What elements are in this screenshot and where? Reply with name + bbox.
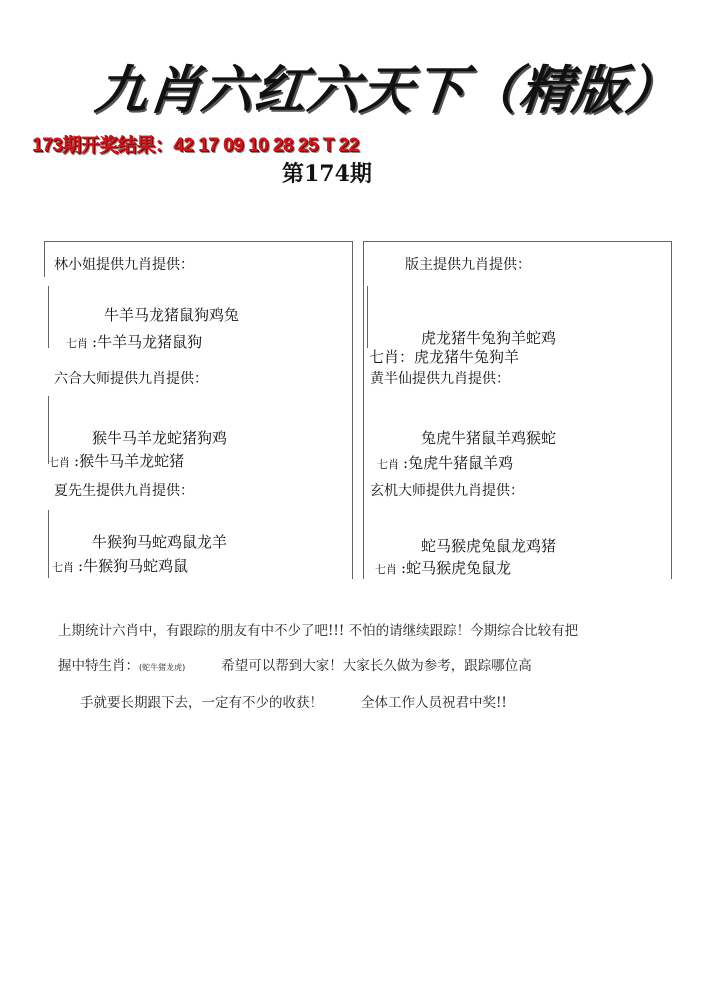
frame-top-right bbox=[363, 241, 671, 242]
panel-nine-admin: 虎龙猪牛兔狗羊蛇鸡 bbox=[421, 329, 557, 347]
frame-left-seg-1 bbox=[48, 286, 49, 348]
seven-sep: : bbox=[78, 557, 84, 575]
seven-value: 牛猴狗马蛇鸡鼠 bbox=[83, 557, 189, 575]
frame-top-left bbox=[44, 241, 352, 242]
panel-heading-lin: 林小姐提供九肖提供： bbox=[54, 257, 194, 273]
panel-nine-xia: 牛猴狗马蛇鸡鼠龙羊 bbox=[92, 533, 228, 551]
page-title: 九肖六红六天下（精版） bbox=[92, 61, 682, 121]
panel-seven-row-admin bbox=[369, 346, 519, 367]
seven-sep: : bbox=[74, 452, 80, 470]
footer-line-3-lead: 手就要长期跟下去，一定有不少的收获！ bbox=[80, 695, 323, 711]
frame-right-inner bbox=[363, 241, 364, 579]
footer-line-2-lead: 握中特生肖： bbox=[58, 658, 139, 674]
footer-line-2-tail: 希望可以帮到大家！大家长久做为参考，跟踪哪位高 bbox=[221, 658, 532, 674]
seven-sep: : bbox=[92, 333, 98, 351]
seven-sep: ： bbox=[399, 348, 415, 366]
panel-heading-admin: 版主提供九肖提供： bbox=[405, 257, 531, 273]
panel-seven-row-xia bbox=[52, 555, 188, 576]
panel-nine-xuanji: 蛇马猴虎兔鼠龙鸡猪 bbox=[421, 537, 557, 555]
frame-left-seg-3 bbox=[48, 510, 49, 578]
seven-value: 虎龙猪牛兔狗羊 bbox=[414, 348, 520, 366]
issue-number: 第174期 bbox=[282, 161, 372, 187]
footer-line-1: 上期统计六肖中，有跟踪的朋友有中不少了吧!!! 不怕的请继续跟踪！今期综合比较有把 bbox=[58, 623, 579, 639]
seven-label: 七肖 bbox=[369, 348, 400, 366]
frame-left-inner bbox=[352, 241, 353, 579]
footer-line-2-note: (蛇牛猪龙虎) bbox=[139, 663, 186, 672]
seven-sep: : bbox=[403, 454, 409, 472]
footer-line-3-tail: 全体工作人员祝君中奖!! bbox=[361, 695, 507, 711]
seven-label: 七肖 bbox=[66, 337, 88, 350]
panel-heading-liuhe: 六合大师提供九肖提供： bbox=[54, 371, 208, 387]
panel-nine-huang: 兔虎牛猪鼠羊鸡猴蛇 bbox=[421, 429, 557, 447]
panel-seven-row-xuanji bbox=[375, 557, 511, 578]
frame-right-outer bbox=[671, 241, 672, 579]
footer-line-3 bbox=[80, 691, 507, 711]
panel-nine-lin: 牛羊马龙猪鼠狗鸡兔 bbox=[104, 306, 240, 324]
panel-seven-row-lin bbox=[66, 331, 202, 352]
draw-result: 173期开奖结果：42 17 09 10 28 25 T 22 bbox=[32, 135, 359, 156]
seven-value: 蛇马猴虎兔鼠龙 bbox=[406, 559, 512, 577]
seven-value: 牛羊马龙猪鼠狗 bbox=[97, 333, 203, 351]
frame-left-outer bbox=[44, 241, 45, 277]
panel-seven-row-liuhe bbox=[48, 450, 184, 471]
footer-line-2 bbox=[58, 654, 532, 674]
seven-sep: : bbox=[401, 559, 407, 577]
frame-mid-seg-1 bbox=[367, 286, 368, 348]
panel-nine-liuhe: 猴牛马羊龙蛇猪狗鸡 bbox=[92, 429, 228, 447]
seven-value: 猴牛马羊龙蛇猪 bbox=[79, 452, 185, 470]
seven-value: 兔虎牛猪鼠羊鸡 bbox=[408, 454, 514, 472]
seven-label: 七肖 bbox=[48, 456, 70, 469]
panel-heading-xia: 夏先生提供九肖提供： bbox=[54, 483, 194, 499]
panel-seven-row-huang bbox=[377, 452, 513, 473]
seven-label: 七肖 bbox=[375, 563, 397, 576]
seven-label: 七肖 bbox=[52, 561, 74, 574]
panel-heading-xuanji: 玄机大师提供九肖提供： bbox=[370, 483, 524, 499]
panel-heading-huang: 黄半仙提供九肖提供： bbox=[370, 371, 510, 387]
seven-label: 七肖 bbox=[377, 458, 399, 471]
